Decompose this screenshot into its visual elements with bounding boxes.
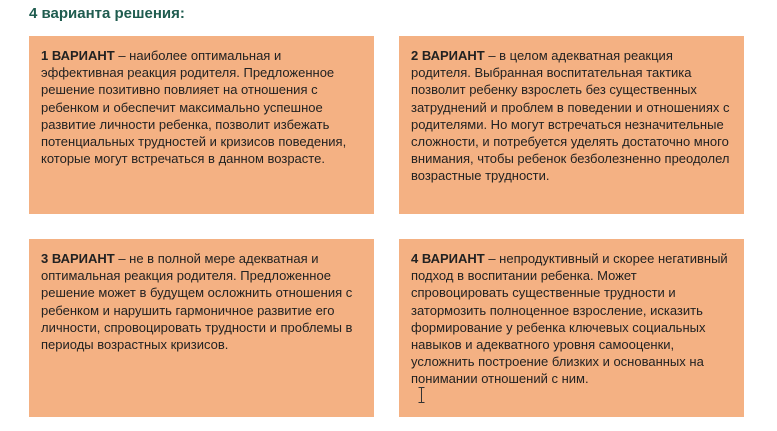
variant-card-1 (29, 36, 374, 214)
variant-description: – наиболее оптимальная и эффективная реакция родителя. Предложенное решение позитивно повлияет на отношения с ребенком и обеспечит максимально успешное развитие личности ребенка, позволит избежать потенциальных трудностей и кризисов поведения, которые могут встречаться в данном возрасте. (41, 48, 347, 167)
variant-card-2 (399, 36, 744, 214)
variant-label: 3 ВАРИАНТ (41, 251, 115, 266)
variant-card-4 (399, 239, 744, 417)
variant-card-3 (29, 239, 374, 417)
page-title: 4 варианта решения: (29, 5, 185, 22)
variant-label: 4 ВАРИАНТ (411, 251, 485, 266)
variant-label: 2 ВАРИАНТ (411, 48, 485, 63)
variant-description: – не в полной мере адекватная и оптимальная реакция родителя. Предложенное решение может в будущем осложнить отношения с ребенком и нарушить гармоничное развитие его личности, спровоцировать трудности и проблемы в периоды возрастных кризисов. (41, 251, 353, 353)
variant-description: – непродуктивный и скорее негативный подход в воспитании ребенка. Может спровоцировать существенные трудности и затормозить полноценное взросление, исказить формирование у ребенка ключевых социальных навыков и адекватного уровня самооценки, усложнить построение близких и основанных на понимании отношений с ним. (411, 251, 728, 387)
variant-description: – в целом адекватная реакция родителя. Выбранная воспитательная тактика позволит ребенку взрослеть без существенных затруднений и проблем в поведении и отношениях с родителями. Но могут встречаться незначительные сложности, и потребуется уделять достаточно много внимания, чтобы ребенок безболезненно преодолел возрастные трудности. (411, 48, 730, 184)
variant-label: 1 ВАРИАНТ (41, 48, 115, 63)
text-cursor-icon (418, 387, 425, 403)
